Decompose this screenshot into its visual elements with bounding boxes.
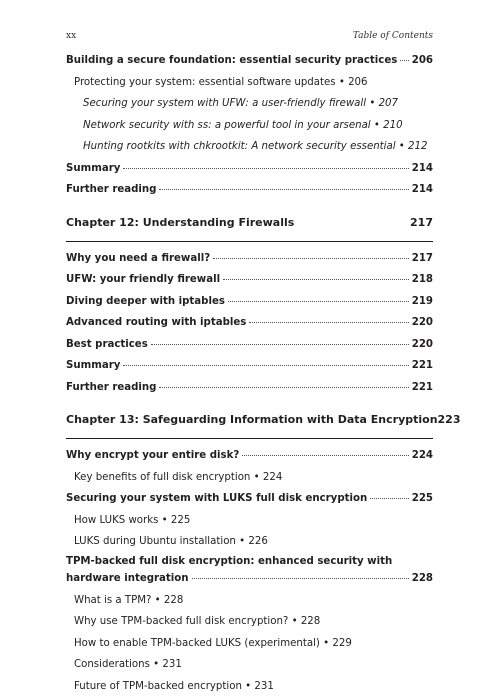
toc-entry-label: UFW: your friendly firewall <box>66 269 220 291</box>
toc-entry-label: Summary <box>66 355 120 377</box>
toc-entry-page: 217 <box>412 248 433 270</box>
toc-subentry-label: Future of TPM-backed encryption • 231 <box>74 676 274 697</box>
toc-entry-label: Building a secure foundation: essential security practices <box>66 50 397 72</box>
running-title: Table of Contents <box>353 31 433 41</box>
page-number: xx <box>66 31 76 41</box>
leader-dots <box>223 278 409 280</box>
toc-subentry[interactable] <box>66 510 433 532</box>
toc-subentry[interactable] <box>66 654 433 676</box>
toc-entry[interactable] <box>66 269 433 291</box>
toc-subsubentry[interactable] <box>66 136 433 158</box>
chapter-title: Chapter 12: Understanding Firewalls <box>66 211 294 235</box>
toc-entry-page: 225 <box>412 488 433 510</box>
toc-entry-line1[interactable] <box>66 553 433 570</box>
toc-entry-page: 220 <box>412 334 433 356</box>
toc-entry[interactable] <box>66 377 433 399</box>
leader-dots <box>370 497 409 499</box>
toc-entry-label: TPM-backed full disk encryption: enhanced security with <box>66 553 392 570</box>
toc-subsubentry-label: Securing your system with UFW: a user-friendly firewall • 207 <box>83 93 398 115</box>
toc-entry[interactable] <box>66 355 433 377</box>
toc-entry[interactable] <box>66 488 433 510</box>
toc-subentry[interactable] <box>66 72 433 94</box>
toc-subsubentry-label: Network security with ss: a powerful tool in your arsenal • 210 <box>83 115 403 137</box>
toc-entry-page: 214 <box>412 179 433 201</box>
leader-dots <box>192 577 409 579</box>
toc-entry-label: hardware integration <box>66 570 189 587</box>
toc-subentry-label: Key benefits of full disk encryption • 224 <box>74 467 282 489</box>
leader-dots <box>228 300 409 302</box>
toc-entry[interactable] <box>66 248 433 270</box>
chapter-divider <box>66 241 433 242</box>
toc-entry-page: 221 <box>412 377 433 399</box>
leader-dots <box>159 386 408 388</box>
toc-subentry[interactable] <box>66 467 433 489</box>
toc-entry-page: 219 <box>412 291 433 313</box>
toc-entry[interactable] <box>66 312 433 334</box>
toc-subentry-label: Protecting your system: essential software updates • 206 <box>74 72 368 94</box>
toc-entry[interactable] <box>66 50 433 72</box>
toc-subentry[interactable] <box>66 633 433 655</box>
toc-subentry[interactable] <box>66 611 433 633</box>
leader-dots <box>123 364 408 366</box>
toc-entry[interactable] <box>66 445 433 467</box>
toc-entry-label: Further reading <box>66 377 156 399</box>
toc-entry-label: Diving deeper with iptables <box>66 291 225 313</box>
toc-entry[interactable] <box>66 291 433 313</box>
toc-subentry-label: How LUKS works • 225 <box>74 510 190 532</box>
toc-entry-label: Further reading <box>66 179 156 201</box>
leader-dots <box>213 257 409 259</box>
toc-entry-page: 206 <box>412 50 433 72</box>
chapter-title: Chapter 13: Safeguarding Information with Data Encryption <box>66 408 438 432</box>
leader-dots <box>159 188 408 190</box>
toc-entry[interactable] <box>66 334 433 356</box>
leader-dots <box>151 343 409 345</box>
toc-entry-page: 224 <box>412 445 433 467</box>
toc-subsubentry-label: Hunting rootkits with chkrootkit: A network security essential • 212 <box>83 136 428 158</box>
toc-subentry-label: LUKS during Ubuntu installation • 226 <box>74 531 268 553</box>
toc-entry-label: Advanced routing with iptables <box>66 312 246 334</box>
toc-entry-label: Best practices <box>66 334 148 356</box>
toc-subentry-label: How to enable TPM-backed LUKS (experimental) • 229 <box>74 633 352 655</box>
toc-entry-page: 221 <box>412 355 433 377</box>
leader-dots <box>400 59 408 61</box>
toc-entry-page: 214 <box>412 158 433 180</box>
chapter-page: 223 <box>438 408 461 432</box>
toc-entry-label: Securing your system with LUKS full disk encryption <box>66 488 367 510</box>
toc-entry-page: 220 <box>412 312 433 334</box>
chapter-page: 217 <box>410 211 433 235</box>
toc-subentry-label: Why use TPM-backed full disk encryption? • 228 <box>74 611 320 633</box>
toc-entry-page: 228 <box>412 570 433 587</box>
page-header <box>66 31 433 45</box>
toc-subentry[interactable] <box>66 676 433 697</box>
toc-subentry-label: What is a TPM? • 228 <box>74 590 183 612</box>
toc-entry[interactable] <box>66 179 433 201</box>
toc-entry-line2[interactable] <box>66 570 433 587</box>
toc-entry-label: Why encrypt your entire disk? <box>66 445 239 467</box>
toc-entry-page: 218 <box>412 269 433 291</box>
toc-entry-label: Why you need a firewall? <box>66 248 210 270</box>
chapter-heading[interactable] <box>66 408 433 434</box>
toc-entry[interactable] <box>66 158 433 180</box>
toc-entry-label: Summary <box>66 158 120 180</box>
chapter-heading[interactable] <box>66 211 433 237</box>
toc-subentry-label: Considerations • 231 <box>74 654 182 676</box>
toc-subsubentry[interactable] <box>66 93 433 115</box>
toc-subentry[interactable] <box>66 531 433 553</box>
leader-dots <box>249 321 408 323</box>
leader-dots <box>242 454 408 456</box>
chapter-divider <box>66 438 433 439</box>
toc-subentry[interactable] <box>66 590 433 612</box>
toc-subsubentry[interactable] <box>66 115 433 137</box>
table-of-contents <box>66 50 433 697</box>
leader-dots <box>123 167 408 169</box>
